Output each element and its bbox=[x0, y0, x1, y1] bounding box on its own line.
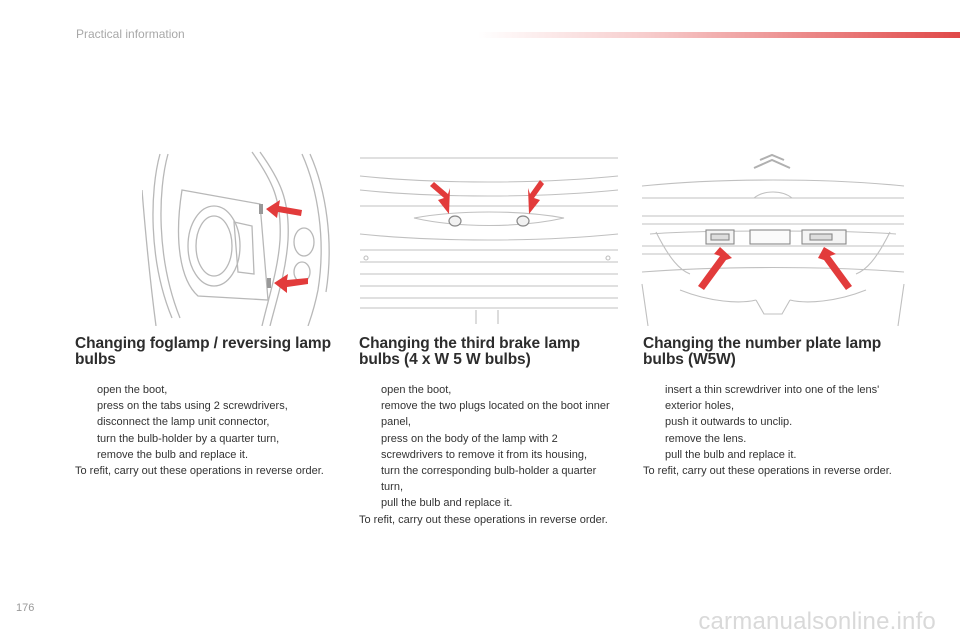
list-item: pull the bulb and replace it. bbox=[665, 448, 797, 461]
list-item: insert a thin screwdriver into one of the lens' exterior holes, bbox=[665, 384, 880, 413]
third-brake-lamp-illustration bbox=[358, 150, 620, 326]
list-item: open the boot, bbox=[381, 384, 452, 396]
list-item: turn the bulb-holder by a quarter turn, bbox=[97, 432, 280, 445]
list-item: disconnect the lamp unit connector, bbox=[97, 416, 270, 429]
foglamp-illustration bbox=[142, 150, 338, 326]
third-brake-lamp-section bbox=[359, 336, 621, 528]
number-plate-lamp-section bbox=[643, 336, 905, 479]
list-item: remove the bulb and replace it. bbox=[97, 448, 249, 461]
number-plate-lamp-refit-note: To refit, carry out these operations in reverse order. bbox=[643, 465, 892, 478]
foglamp-section bbox=[75, 336, 345, 479]
list-item: open the boot, bbox=[97, 384, 168, 396]
watermark: carmanualsonline.info bbox=[698, 608, 936, 635]
number-plate-lamp-illustration bbox=[640, 150, 906, 326]
foglamp-refit-note: To refit, carry out these operations in reverse order. bbox=[75, 465, 324, 478]
header-accent-bar bbox=[478, 32, 960, 38]
list-item: remove the lens. bbox=[665, 432, 747, 445]
number-plate-lamp-section-title: Changing the number plate lamp bulbs (W5W) bbox=[643, 335, 882, 368]
section-header-title: Practical information bbox=[76, 27, 185, 41]
list-item: pull the bulb and replace it. bbox=[381, 497, 513, 510]
list-item: press on the body of the lamp with 2 screwdrivers to remove it from its housing, bbox=[381, 432, 588, 461]
foglamp-section-title: Changing foglamp / reversing lamp bulbs bbox=[75, 335, 331, 368]
list-item: push it outwards to unclip. bbox=[665, 416, 793, 429]
list-item: remove the two plugs located on the boot inner panel, bbox=[381, 400, 610, 429]
third-brake-lamp-steps-list bbox=[359, 382, 621, 512]
foglamp-steps-list bbox=[75, 382, 345, 463]
number-plate-lamp-steps-list bbox=[643, 382, 905, 463]
list-item: turn the corresponding bulb-holder a quarter turn, bbox=[381, 465, 597, 494]
third-brake-lamp-refit-note: To refit, carry out these operations in reverse order. bbox=[359, 513, 608, 526]
third-brake-lamp-section-title: Changing the third brake lamp bulbs (4 x W 5 W bulbs) bbox=[359, 335, 581, 368]
list-item: press on the tabs using 2 screwdrivers, bbox=[97, 400, 288, 413]
page-number: 176 bbox=[16, 602, 35, 614]
